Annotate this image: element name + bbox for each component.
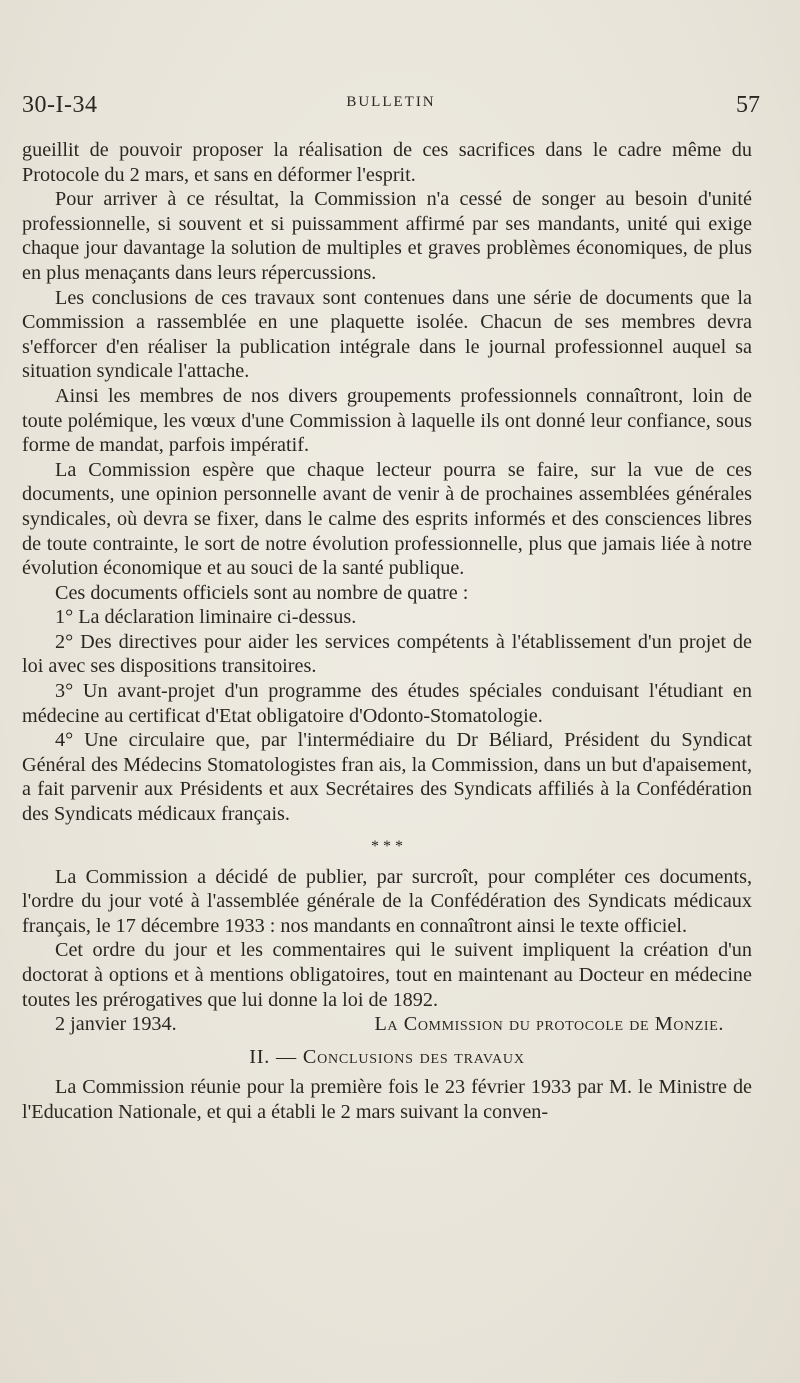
signature-author: La Commission du protocole de Monzie. bbox=[374, 1013, 724, 1036]
separator-asterism: * * * bbox=[371, 837, 403, 855]
paragraph: Cet ordre du jour et les commentaires qui le suivent impliquent la création d'un doctorat à options et à mentions obligatoires, tout en maintenant au Docteur en médecine toutes les prérogatives que lui donne la loi de 1892. bbox=[22, 939, 752, 1011]
paragraph: La Commission espère que chaque lecteur pourra se faire, sur la vue de ces documents, une opinion personnelle avant de venir à de prochaines assemblées générales syndicales, où devra se fixer, dans le calme des esprits informés et des consciences libres de toute contrainte, le sort de notre évolution professionnelle, plus que jamais liée à notre évolution économique et au souci de la santé publique. bbox=[22, 458, 752, 580]
header-title: BULLETIN bbox=[346, 94, 436, 110]
paragraph: Ainsi les membres de nos divers groupements professionnels connaîtront, loin de toute polémique, les vœux d'une Commission à laquelle ils ont donné leur confiance, sous forme de mandat, parfois impératif. bbox=[22, 384, 752, 457]
page-number: 57 bbox=[736, 92, 760, 118]
paragraph: Les conclusions de ces travaux sont contenues dans une série de documents que la Commission a rassemblée en une plaquette isolée. Chacun de ses membres devra s'efforcer d'en réaliser la publication intégrale dans le journal professionnel auquel sa situation syndicale l'attache. bbox=[22, 286, 752, 383]
list-item: 2° Des directives pour aider les services compétents à l'établissement d'un projet de loi avec ses dispositions transitoires. bbox=[22, 630, 752, 678]
paragraph: La Commission réunie pour la première fois le 23 février 1933 par M. le Ministre de l'Education Nationale, et qui a établi le 2 mars suivant la conven- bbox=[22, 1076, 752, 1123]
header-date: 30-I-34 bbox=[22, 92, 98, 118]
section-title: II. — Conclusions des travaux bbox=[249, 1045, 525, 1068]
list-item: 4° Une circulaire que, par l'intermédiaire du Dr Béliard, Président du Syndicat Général des Médecins Stomatologistes fran ais, la Commission, dans un but d'apaisement, a fait parvenir aux Présidents et aux Secrétaires des Syndicats affiliés à la Confédération des Syndicats médicaux français. bbox=[22, 729, 752, 826]
paragraph: Ces documents officiels sont au nombre de quatre : bbox=[55, 581, 469, 604]
list-item: 3° Un avant-projet d'un programme des études spéciales conduisant l'étudiant en médecine au certificat d'Etat obligatoire d'Odonto-Stomatologie. bbox=[22, 680, 752, 727]
page-body bbox=[22, 138, 752, 1125]
paragraph: Pour arriver à ce résultat, la Commission n'a cessé de songer au besoin d'unité professionnelle, si souvent et si puissamment affirmé par ses mandants, unité qui exige chaque jour davantage la solution de multiples et graves problèmes économiques, de plus en plus menaçants dans leurs répercussions. bbox=[22, 188, 752, 284]
signature-date: 2 janvier 1934. bbox=[55, 1013, 177, 1036]
list-item: 1° La déclaration liminaire ci-dessus. bbox=[55, 606, 357, 629]
paragraph: La Commission a décidé de publier, par surcroît, pour compléter ces documents, l'ordre du jour voté à l'assemblée générale de la Confédération des Syndicats médicaux français, le 17 décembre 1933 : nos mandants en connaîtront ainsi le texte officiel. bbox=[22, 865, 752, 937]
signature-line bbox=[22, 1012, 752, 1037]
page-header bbox=[22, 92, 760, 122]
paragraph: gueillit de pouvoir proposer la réalisation de ces sacrifices dans le cadre même du Protocole du 2 mars, et sans en déformer l'esprit. bbox=[22, 139, 752, 186]
